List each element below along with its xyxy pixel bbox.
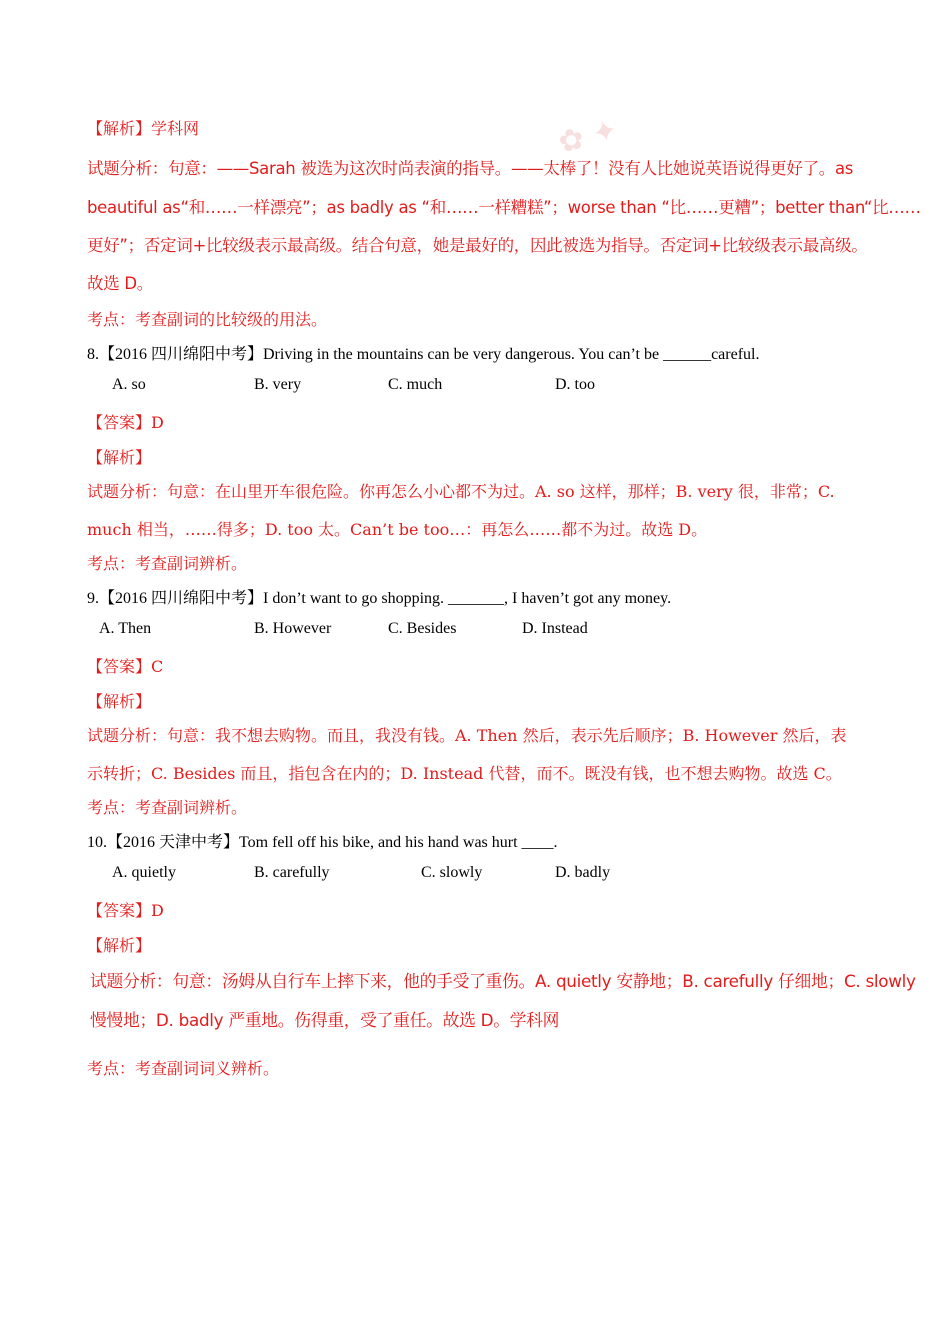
option-d: D. too bbox=[555, 376, 595, 393]
exam-point: 考点：考查副词辨析。 bbox=[87, 798, 248, 817]
analysis-heading: 【解析】 bbox=[87, 936, 152, 955]
answer: 【答案】C bbox=[87, 657, 164, 676]
analysis-line: 试题分析：句意：我不想去购物。而且，我没有钱。A. Then 然后，表示先后顺序；B. However 然后，表 bbox=[87, 726, 847, 745]
option-d: D. badly bbox=[555, 864, 611, 881]
analysis-line: 故选 D。 bbox=[87, 274, 153, 293]
analysis-line: much 相当，……得多；D. too 太。Can’t be too…：再怎么……都不为过。故选 D。 bbox=[87, 520, 708, 539]
answer: 【答案】D bbox=[87, 413, 164, 432]
question-stem: 9.【2016 四川绵阳中考】I don’t want to go shopping. _______, I haven’t got any money. bbox=[87, 590, 672, 607]
option-a: A. so bbox=[112, 376, 146, 393]
analysis-heading: 【解析】学科网 bbox=[87, 119, 200, 138]
analysis-line: 示转折；C. Besides 而且，指包含在内的；D. Instead 代替，而不。既没有钱，也不想去购物。故选 C。 bbox=[87, 764, 842, 783]
analysis-line: 更好”；否定词+比较级表示最高级。结合句意，她是最好的，因此被选为指导。否定词+比较级表示最高级。 bbox=[87, 236, 868, 255]
exam-point: 考点：考查副词辨析。 bbox=[87, 554, 248, 573]
option-c: C. much bbox=[388, 376, 443, 393]
watermark-icon: ✿ ✦ bbox=[554, 112, 622, 161]
option-c: C. Besides bbox=[388, 620, 457, 637]
analysis-line: 试题分析：句意：——Sarah 被选为这次时尚表演的指导。——太棒了！没有人比她说英语说得更好了。as bbox=[87, 159, 854, 178]
analysis-heading: 【解析】 bbox=[87, 448, 152, 467]
analysis-heading: 【解析】 bbox=[87, 692, 152, 711]
option-b: B. However bbox=[254, 620, 332, 637]
option-c: C. slowly bbox=[421, 864, 483, 881]
option-b: B. carefully bbox=[254, 864, 330, 881]
option-b: B. very bbox=[254, 376, 302, 393]
answer: 【答案】D bbox=[87, 901, 164, 920]
option-a: A. Then bbox=[99, 620, 152, 637]
analysis-line: 试题分析：句意：在山里开车很危险。你再怎么小心都不为过。A. so 这样，那样；B. very 很，非常；C. bbox=[87, 482, 835, 501]
analysis-line: 试题分析：句意：汤姆从自行车上摔下来，他的手受了重伤。A. quietly 安静地；B. carefully 仔细地；C. slowly bbox=[90, 971, 916, 991]
exam-point: 考点：考查副词的比较级的用法。 bbox=[87, 310, 328, 329]
exam-point: 考点：考查副词词义辨析。 bbox=[87, 1059, 280, 1078]
option-a: A. quietly bbox=[112, 864, 176, 881]
analysis-line: 慢慢地；D. badly 严重地。伤得重，受了重任。故选 D。学科网 bbox=[90, 1010, 560, 1030]
analysis-line: beautiful as“和……一样漂亮”；as badly as “和……一样糟糕”；worse than “比……更糟”；better than“比…… bbox=[87, 198, 921, 217]
question-stem: 8.【2016 四川绵阳中考】Driving in the mountains can be very dangerous. You can’t be ______careful. bbox=[87, 346, 760, 363]
option-d: D. Instead bbox=[522, 620, 588, 637]
question-stem: 10.【2016 天津中考】Tom fell off his bike, and his hand was hurt ____. bbox=[87, 834, 558, 851]
